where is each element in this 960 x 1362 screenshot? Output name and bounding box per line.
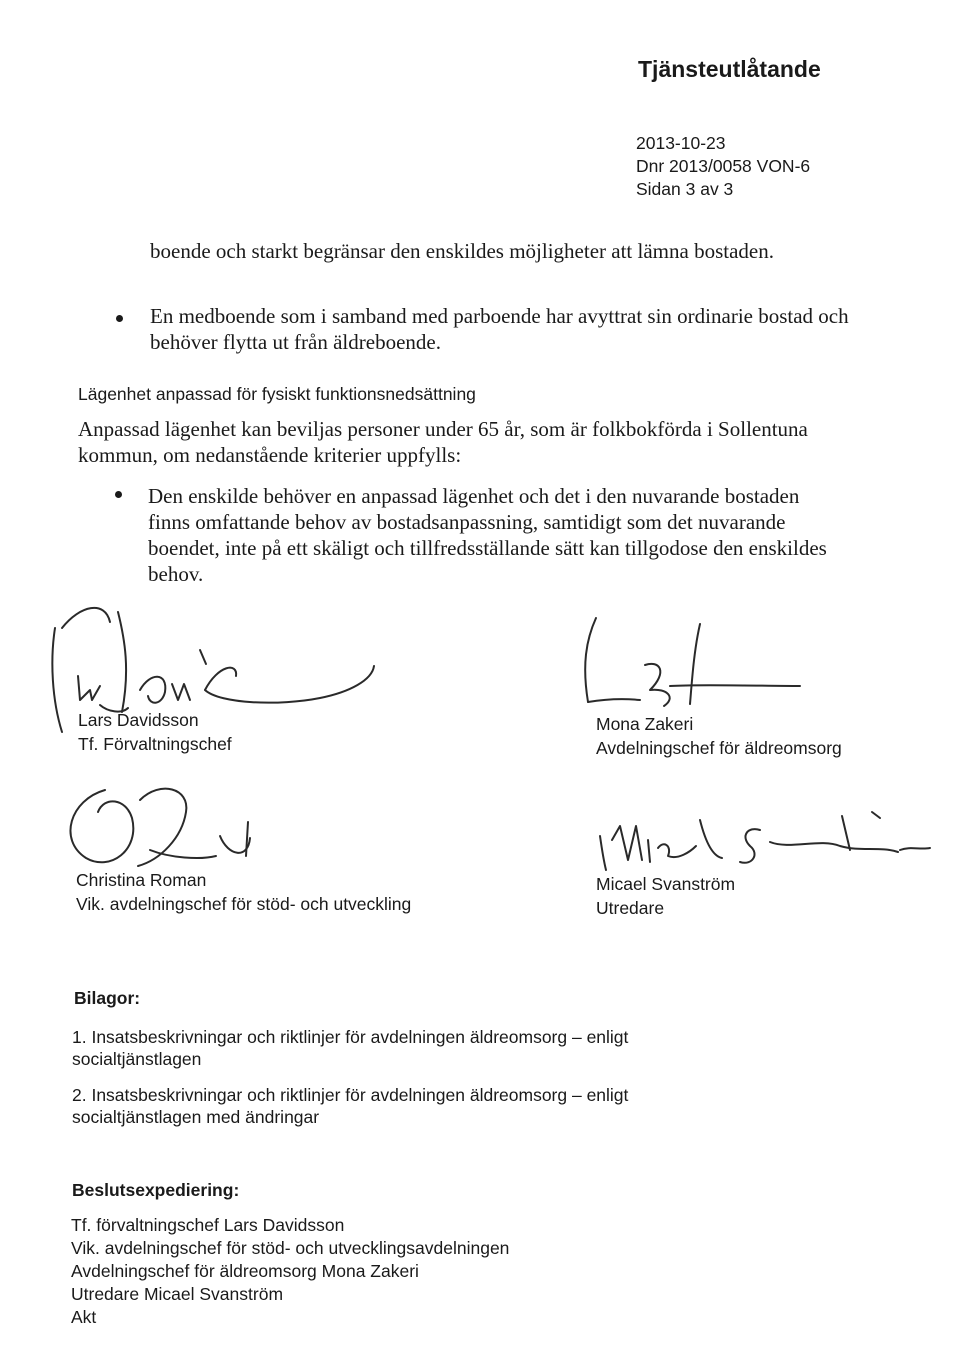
document-date: 2013-10-23 [636,133,726,153]
signatory-title: Tf. Förvaltningschef [78,734,232,754]
signatory-title: Utredare [596,898,665,918]
signature-block [596,872,735,920]
document-meta [636,132,810,201]
bullet-item: Den enskilde behöver en anpassad lägenhet och det i den nuvarande bostaden finns omfattande behov av bostadsanpassning, samtidigt som det nuvarande boendet, inte på ett skäligt och tillfredsställande sätt kan tillgodose den enskildes behov. [148,484,827,586]
signatory-title: Vik. avdelningschef för stöd- och utveckling [76,894,412,914]
distribution-item: Avdelningschef för äldreomsorg Mona Zakeri [71,1261,419,1281]
distribution-heading: Beslutsexpediering: [72,1180,240,1200]
distribution-item: Tf. förvaltningschef Lars Davidsson [71,1215,345,1235]
continuation-text: boende och starkt begränsar den enskildes möjligheter att lämna bostaden. [150,239,774,263]
bullet-item: En medboende som i samband med parboende har avyttrat sin ordinarie bostad och behöver flytta ut från äldreboende. [150,304,849,354]
page-number: Sidan 3 av 3 [636,179,734,199]
signatory-title: Avdelningschef för äldreomsorg [596,738,842,758]
distribution-item: Utredare Micael Svanström [71,1284,284,1304]
signature-block [76,868,411,916]
attachment-item: 2. Insatsbeskrivningar och riktlinjer för avdelningen äldreomsorg – enligt socialtjänstlagen med ändringar [72,1085,629,1127]
section-subheading: Lägenhet anpassad för fysiskt funktionsnedsättning [78,384,476,404]
signature-mona-zakeri [585,618,800,706]
attachment-item: 1. Insatsbeskrivningar och riktlinjer för avdelningen äldreomsorg – enligt socialtjänstlagen [72,1027,629,1069]
distribution-item: Vik. avdelningschef för stöd- och utvecklingsavdelningen [71,1238,510,1258]
document-type-title: Tjänsteutlåtande [638,56,821,82]
bullet-icon [115,491,122,498]
bullet-icon [116,315,123,322]
signature-block [596,712,842,760]
signatory-name: Christina Roman [76,870,207,890]
signature-micael-svanstrom [600,812,930,870]
signature-christina-roman [70,789,250,866]
signatory-name: Mona Zakeri [596,714,694,734]
signature-block [78,708,232,756]
body-paragraph: Anpassad lägenhet kan beviljas personer under 65 år, som är folkbokförda i Sollentuna kommun, om nedanstående kriterier uppfylls: [78,417,808,467]
signatory-name: Lars Davidsson [78,710,199,730]
document-dnr: Dnr 2013/0058 VON-6 [636,156,811,176]
distribution-list [71,1214,509,1329]
distribution-item: Akt [71,1307,97,1327]
attachments-heading: Bilagor: [74,988,141,1008]
signatory-name: Micael Svanström [596,874,736,894]
